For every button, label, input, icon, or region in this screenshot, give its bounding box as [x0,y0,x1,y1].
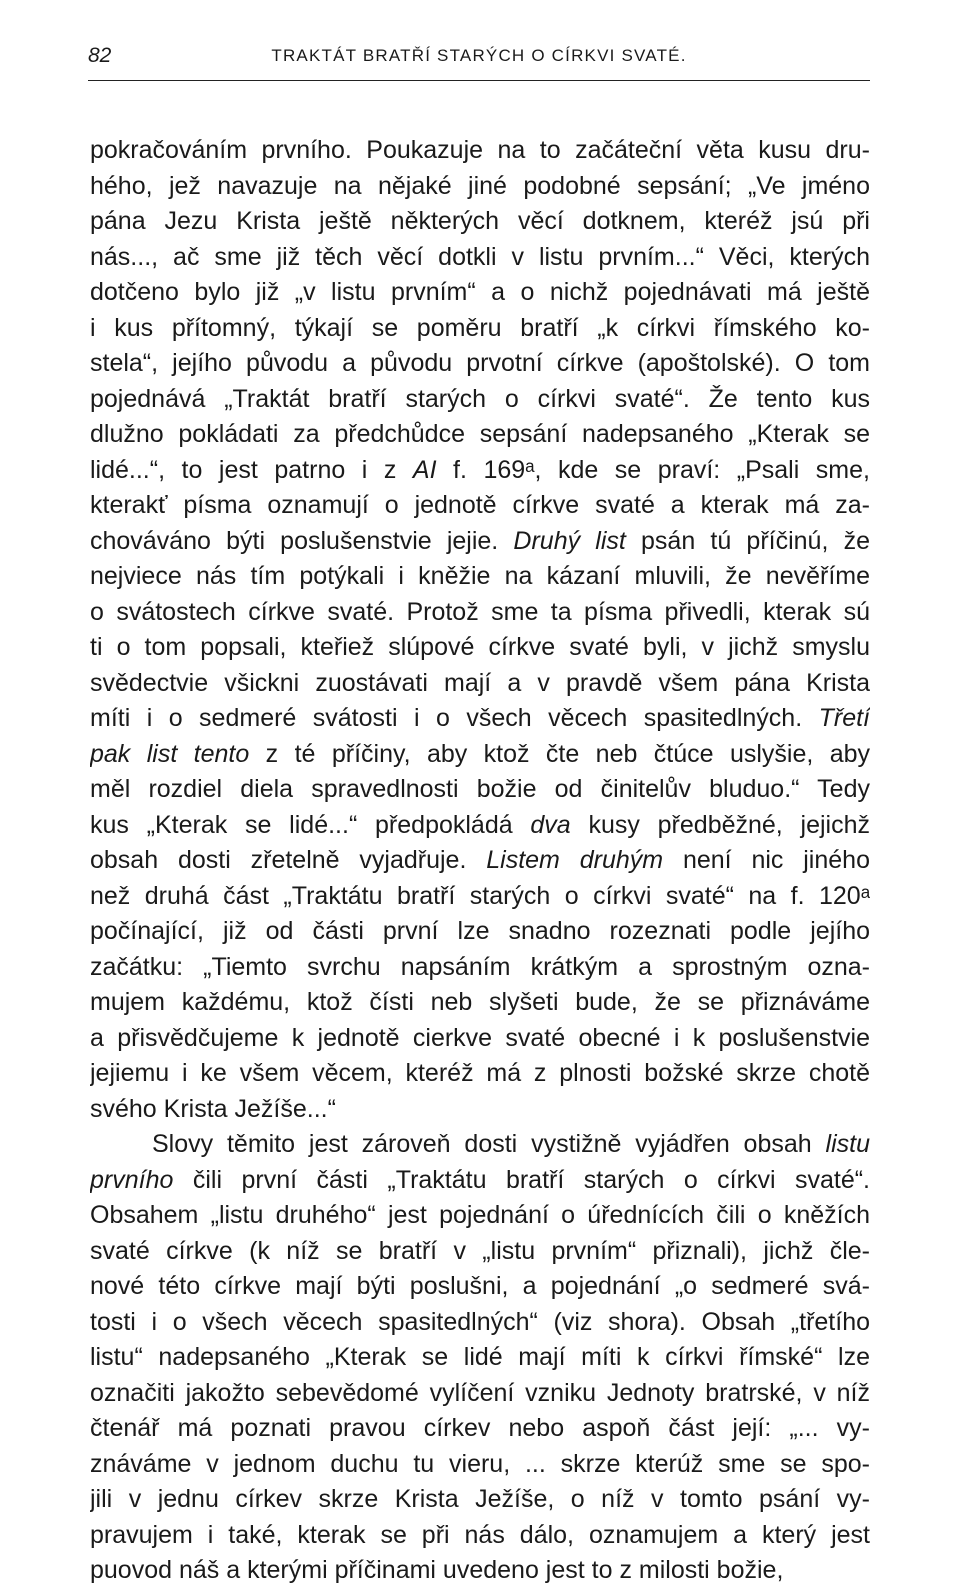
italic-text: AI [412,455,437,484]
text-line [90,1553,870,1589]
text-run: nejviece nás tím potýkali i kněžie na kázaní mluvili, že nevěříme [90,562,870,590]
text-run: listu“ nadepsaného „Kterak se lidé mají míti k církvi římské“ lze [90,1343,870,1371]
text-run: dotčeno bylo již „v listu prvním“ a o nichž pojednávati má ještě [90,278,870,306]
text-line [90,382,870,418]
text-line [90,204,870,240]
text-line [90,914,870,950]
text-run: svého Krista Ježíše...“ [90,1094,336,1123]
text-run: ti o tom popsali, kteřiež slúpové církve svaté byli, v jichž smyslu [90,633,870,661]
text-run: čili první části „Traktátu bratří starých o církvi svaté“. [173,1165,870,1194]
text-line [90,133,870,169]
text-line [90,666,870,702]
text-line [90,1092,870,1128]
italic-text: dva [530,810,571,839]
text-run: znáváme v jednom duchu tu vieru, ... skrze kterúž sme se spo- [90,1449,870,1478]
text-run: kusy předběžné, jejichž [570,810,870,839]
text-line [90,985,870,1021]
text-run: stela“, jejího původu a původu prvotní církve (apoštolské). O tom [90,349,870,377]
text-line [90,737,870,773]
text-run: začátku: „Tiemto svrchu napsáním krátkým a sprostným ozna- [90,952,870,981]
text-line [90,1234,870,1270]
text-run: pokračováním prvního. Poukazuje na to začáteční věta kusu dru- [90,136,870,164]
running-title: TRAKTÁT BRATŘÍ STARÝCH O CÍRKVI SVATÉ. [271,46,687,65]
text-line [90,1340,870,1376]
italic-text: Třetí [818,704,870,732]
text-line [90,169,870,205]
text-run: lidé...“, to jest patrno i z [90,455,413,484]
text-run: a přisvědčujeme k jednotě cierkve svaté obecné i k poslušenstvie [90,1023,870,1052]
text-run: Obsahem „listu druhého“ jest pojednání o úřednících čili o kněžích [90,1201,870,1229]
text-run: pána Jezu Krista ještě některých věcí dotknem, kteréž jsú při [90,207,870,235]
text-run: chováváno býti poslušenstvie jejie. [90,526,514,555]
text-line [90,1127,870,1163]
text-line [90,417,870,453]
text-line [90,1021,870,1057]
page-header [88,40,870,81]
text-run: tosti i o všech věcech spasitedlných“ (viz shora). Obsah „třetího [90,1307,870,1336]
text-line [90,275,870,311]
text-run: počínající, již od části první lze snadno rozeznati podle jejího [90,917,870,945]
text-line [90,1411,870,1447]
text-run: svědectvie všickni zuostávati mají a v pravdě všem pána Krista [90,668,870,697]
text-line [90,630,870,666]
text-run: o svátostech církve svaté. Protož sme ta písma přivedli, kterak sú [90,597,870,626]
text-line [90,346,870,382]
text-line [90,311,870,347]
body-text [90,133,870,1589]
italic-text: pak list tento [90,739,250,768]
text-run: pojednává „Traktát bratří starých o církvi svaté“. Že tento kus [90,384,870,413]
text-line [90,772,870,808]
text-line [90,701,870,737]
text-run: puovod náš a kterými příčinami uvedeno jest to z milosti božie, [90,1556,784,1584]
text-run: i kus přítomný, týkají se poměru bratří „k církvi římského ko- [90,313,870,342]
text-run: z té příčiny, aby ktož čte neb čtúce uslyšie, aby [249,739,870,768]
text-run: není nic jiného [663,846,870,874]
text-line [90,240,870,276]
text-line [90,1376,870,1412]
text-line [90,1198,870,1234]
text-line [90,595,870,631]
text-run: než druhá část „Traktátu bratří starých o církvi svaté“ na f. 120ᵃ [90,881,870,910]
text-line [90,488,870,524]
italic-text: Druhý list [513,526,626,555]
text-run: f. 169ᵃ, kde se praví: „Psali sme, [436,455,870,484]
text-line [90,879,870,915]
text-run: nové této církve mají býti poslušni, a pojednání „o sedmeré svá- [90,1272,870,1300]
text-run: dlužno pokládati za předchůdce sepsání nadepsaného „Kterak se [90,420,870,448]
text-run: psán tú příčinú, že [625,526,870,555]
text-line [90,1305,870,1341]
text-run: jejiemu i ke všem věcem, kteréž má z plnosti božské skrze chotě [90,1059,870,1087]
text-line [90,559,870,595]
text-line [90,1447,870,1483]
text-run: kus „Kterak se lidé...“ předpokládá [90,810,531,839]
page-number: 82 [88,44,112,67]
text-run: čtenář má poznati pravou církev nebo aspoň část její: „... vy- [90,1414,870,1442]
text-line [90,453,870,489]
text-run: označiti jakožto sebevědomé vylíčení vzniku Jednoty bratrské, v níž [90,1378,870,1407]
text-run: kterakť písma oznamují o jednotě církve svaté a kterak má za- [90,491,870,519]
text-run: měl rozdiel diela spravedlnosti božie od činitelův bluduo.“ Tedy [90,775,870,803]
text-run: jili v jednu církev skrze Krista Ježíše, o níž v tomto psání vy- [90,1485,870,1513]
text-run: míti i o sedmeré svátosti i o všech věcech spasitedlných. [90,704,819,732]
text-line [90,843,870,879]
text-line [90,1269,870,1305]
text-line [90,1518,870,1554]
text-run: obsah dosti zřetelně vyjadřuje. [90,846,487,874]
italic-text: Listem druhým [486,846,664,874]
text-line [90,808,870,844]
text-run: svaté církve (k níž se bratří v „listu prvním“ přiznali), jichž čle- [90,1236,870,1265]
text-run: mujem každému, ktož čísti neb slyšeti bude, že se přiznáváme [90,988,870,1016]
text-run: hého, jež navazuje na nějaké jiné podobné sepsání; „Ve jméno [90,171,870,200]
italic-text: prvního [90,1165,174,1194]
text-run: pravujem i také, kterak se při nás dálo, oznamujem a který jest [90,1520,870,1549]
text-line [90,1482,870,1518]
text-run: Slovy těmito jest zároveň dosti vystižně vyjádřen obsah [152,1130,826,1158]
italic-text: listu [825,1130,870,1158]
text-run: nás..., ač sme již těch věcí dotkli v listu prvním...“ Věci, kterých [90,242,870,271]
text-line [90,950,870,986]
text-line [90,1056,870,1092]
text-line [90,1163,870,1199]
text-line [90,524,870,560]
